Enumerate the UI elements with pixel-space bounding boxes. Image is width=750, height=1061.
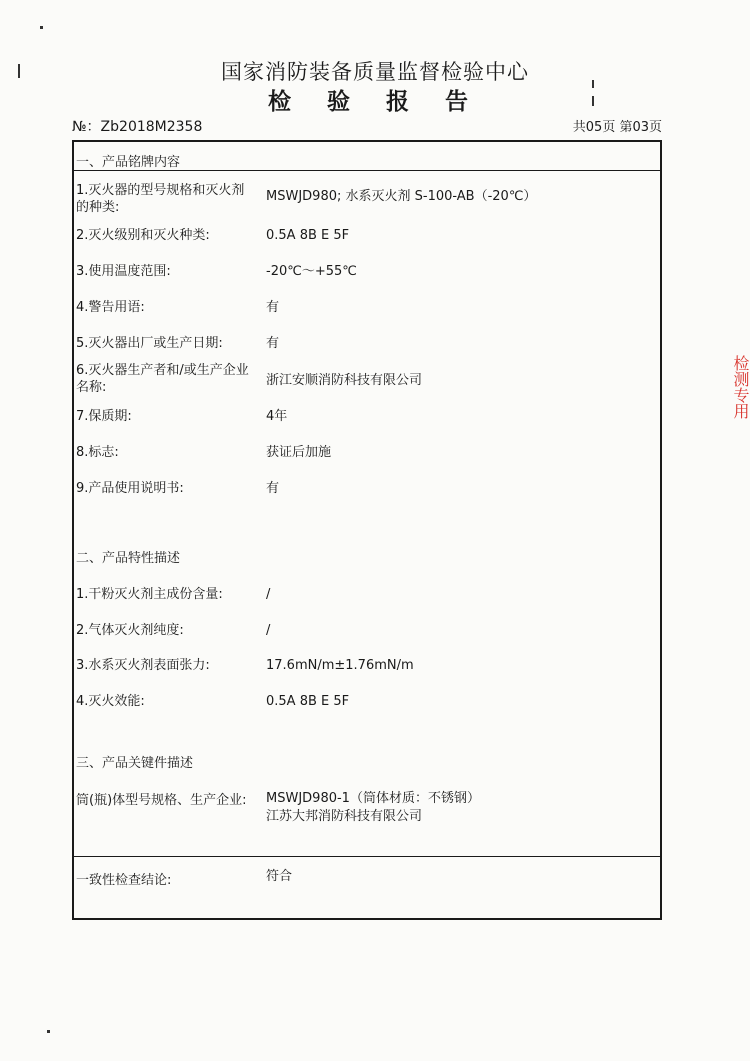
row-label: 3.使用温度范围: [76,264,171,279]
page-count: 共05页 第03页 [572,120,662,135]
row-value: 获证后加施 [266,445,332,460]
row-value: 0.5A 8B E 5F [266,228,350,243]
row-label: 1.灭火器的型号规格和灭火剂的种类: [76,183,245,215]
row-label: 2.气体灭火剂纯度: [76,623,184,638]
row-label: 8.标志: [76,445,119,460]
row-value: MSWJD980; 水系灭火剂 S-100-AB（-20℃） [266,189,537,204]
inspection-stamp: 检测专用 [731,355,750,419]
conclusion-label: 一致性检查结论: [76,873,172,888]
row-label: 4.警告用语: [76,300,145,315]
scan-mark [18,64,20,78]
row-value: 0.5A 8B E 5F [266,694,350,709]
conclusion-value: 符合 [266,869,293,884]
row-label: 3.水系灭火剂表面张力: [76,658,210,673]
row-value: / [266,623,271,638]
row-label: 2.灭火级别和灭火种类: [76,228,210,243]
organization-title: 国家消防装备质量监督检验中心 [221,60,529,84]
inspection-table [72,140,662,920]
row-value: -20℃～+55℃ [266,264,357,279]
row-label: 1.干粉灭火剂主成份含量: [76,587,223,602]
row-value: / [266,587,271,602]
scan-mark [47,1030,50,1033]
row-value: 有 [266,300,280,315]
section-title: 一、产品铭牌内容 [76,155,181,170]
row-value: 有 [266,481,280,496]
row-value: 浙江安顺消防科技有限公司 [266,373,423,388]
divider [74,856,660,857]
row-value: 4年 [266,409,288,424]
row-label: 筒(瓶)体型号规格、生产企业: [76,793,247,808]
scan-mark [592,80,594,88]
section-title: 三、产品关键件描述 [76,756,194,771]
row-value: 有 [266,336,280,351]
section-title: 二、产品特性描述 [76,551,181,566]
row-value: 17.6mN/m±1.76mN/m [266,658,414,673]
report-title: 检 验 报 告 [267,89,483,115]
row-label: 4.灭火效能: [76,694,145,709]
row-value: 江苏大邦消防科技有限公司 [266,809,423,824]
report-number: №：Zb2018M2358 [72,119,203,135]
row-value: MSWJD980-1（筒体材质：不锈钢） [266,791,480,806]
row-label: 9.产品使用说明书: [76,481,184,496]
row-label: 6.灭火器生产者和/或生产企业名称: [76,363,249,395]
scan-mark [592,96,594,106]
row-label: 7.保质期: [76,409,132,424]
scan-mark [40,26,43,29]
row-label: 5.灭火器出厂或生产日期: [76,336,223,351]
